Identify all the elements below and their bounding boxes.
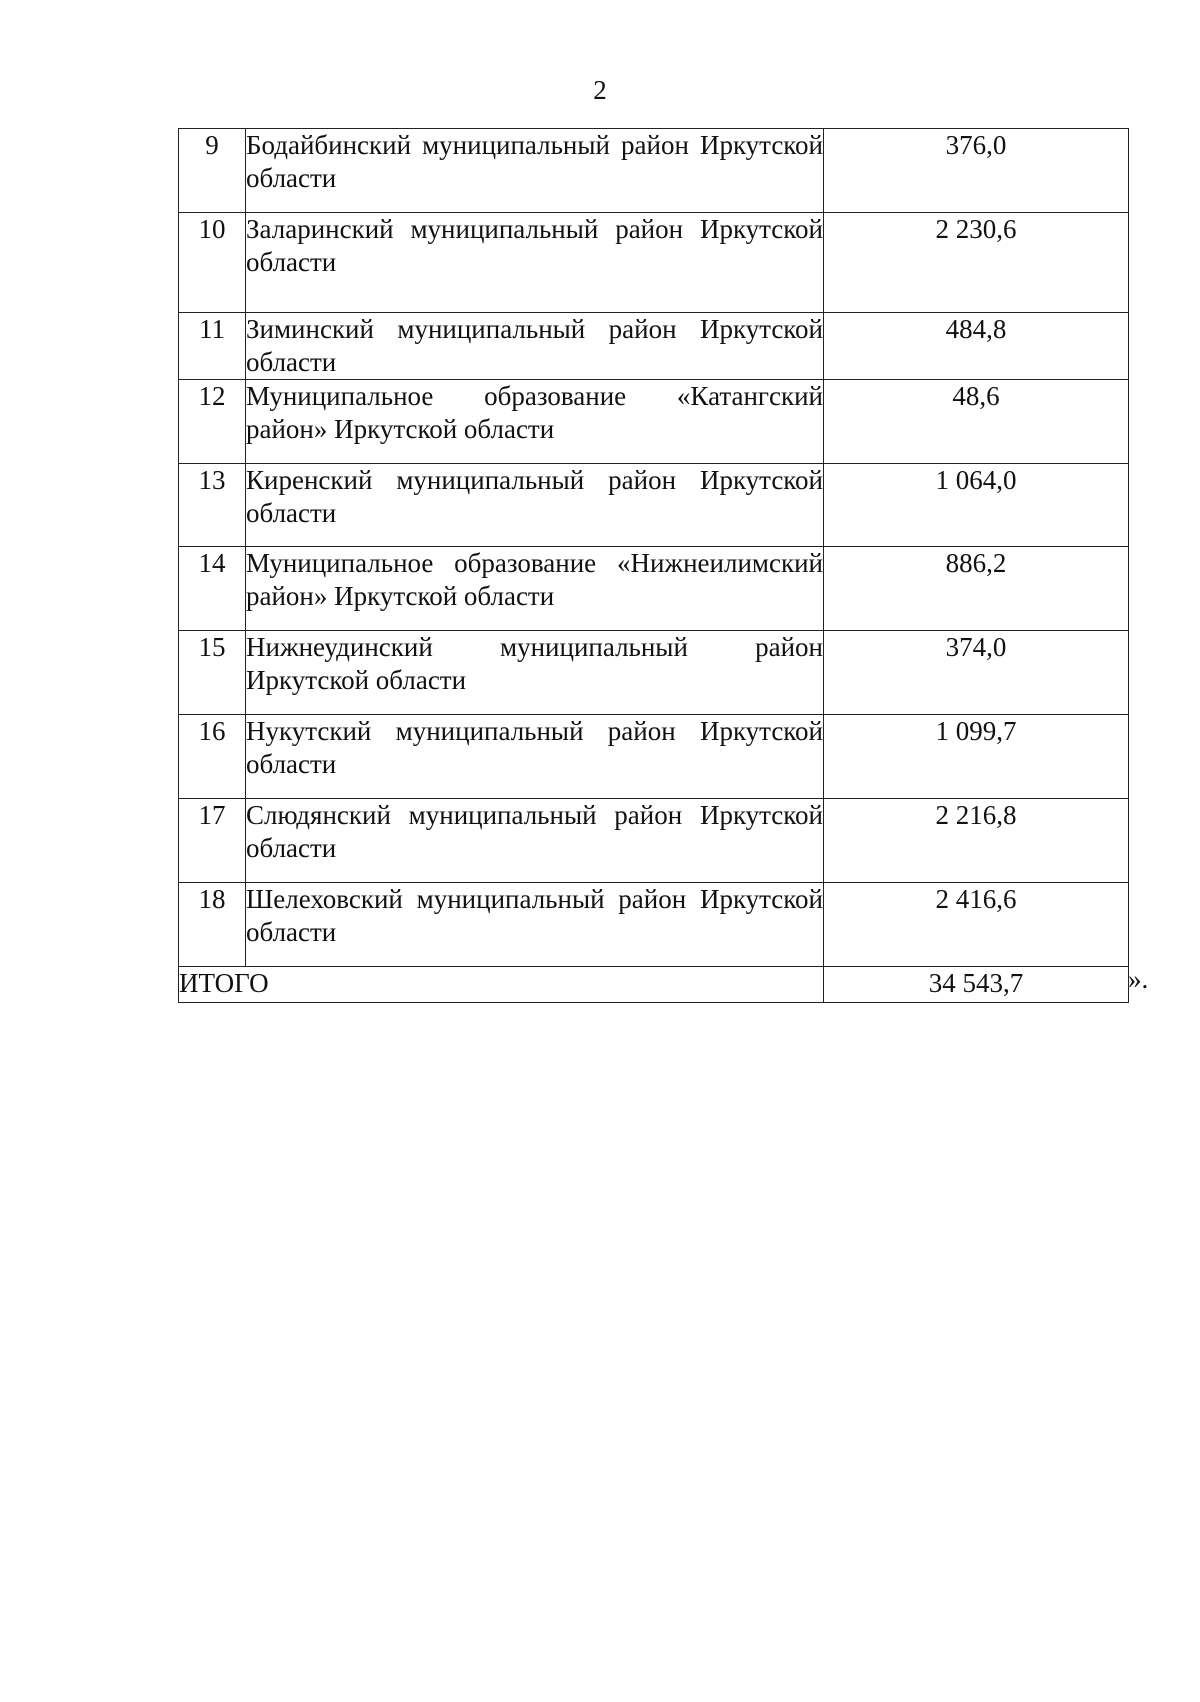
row-number: 10 — [179, 213, 246, 313]
table-row — [179, 631, 1129, 715]
amount-value: 1 064,0 — [824, 464, 1129, 547]
row-number: 9 — [179, 129, 246, 213]
municipality-name: Киренский муниципальный район Иркутской области — [246, 464, 824, 547]
row-number: 15 — [179, 631, 246, 715]
total-value: 34 543,7 — [824, 967, 1129, 1003]
municipality-name: Бодайбинский муниципальный район Иркутской области — [246, 129, 824, 213]
amount-value: 2 230,6 — [824, 213, 1129, 313]
table-row — [179, 715, 1129, 799]
table-row — [179, 547, 1129, 631]
row-number: 17 — [179, 799, 246, 883]
amount-value: 2 216,8 — [824, 799, 1129, 883]
amount-value: 2 416,6 — [824, 883, 1129, 967]
municipality-name: Нукутский муниципальный район Иркутской области — [246, 715, 824, 799]
table-row — [179, 129, 1129, 213]
amount-value: 48,6 — [824, 380, 1129, 464]
row-number: 13 — [179, 464, 246, 547]
row-number: 11 — [179, 313, 246, 380]
municipality-name: Шелеховский муниципальный район Иркутской области — [246, 883, 824, 967]
row-number: 14 — [179, 547, 246, 631]
row-number: 18 — [179, 883, 246, 967]
municipality-name: Муниципальное образование «Нижнеилимский район» Иркутской области — [246, 547, 824, 631]
table-row — [179, 883, 1129, 967]
row-number: 16 — [179, 715, 246, 799]
municipality-name: Муниципальное образование «Катангский район» Иркутской области — [246, 380, 824, 464]
page-number: 2 — [593, 75, 607, 105]
table-row — [179, 380, 1129, 464]
row-number: 12 — [179, 380, 246, 464]
table-row — [179, 799, 1129, 883]
amount-value: 1 099,7 — [824, 715, 1129, 799]
amount-value: 484,8 — [824, 313, 1129, 380]
table-row — [179, 213, 1129, 313]
table-row — [179, 464, 1129, 547]
municipality-name: Зиминский муниципальный район Иркутской области — [246, 313, 824, 380]
amount-value: 376,0 — [824, 129, 1129, 213]
municipality-name: Нижнеудинский муниципальный район Иркутской области — [246, 631, 824, 715]
table-row — [179, 313, 1129, 380]
closing-quote-mark: ». — [1128, 964, 1149, 994]
municipality-name: Слюдянский муниципальный район Иркутской области — [246, 799, 824, 883]
allocation-table — [178, 128, 1129, 1003]
total-label: ИТОГО — [179, 967, 824, 1003]
municipality-name: Заларинский муниципальный район Иркутской области — [246, 213, 824, 313]
amount-value: 374,0 — [824, 631, 1129, 715]
total-row — [179, 967, 1129, 1003]
amount-value: 886,2 — [824, 547, 1129, 631]
